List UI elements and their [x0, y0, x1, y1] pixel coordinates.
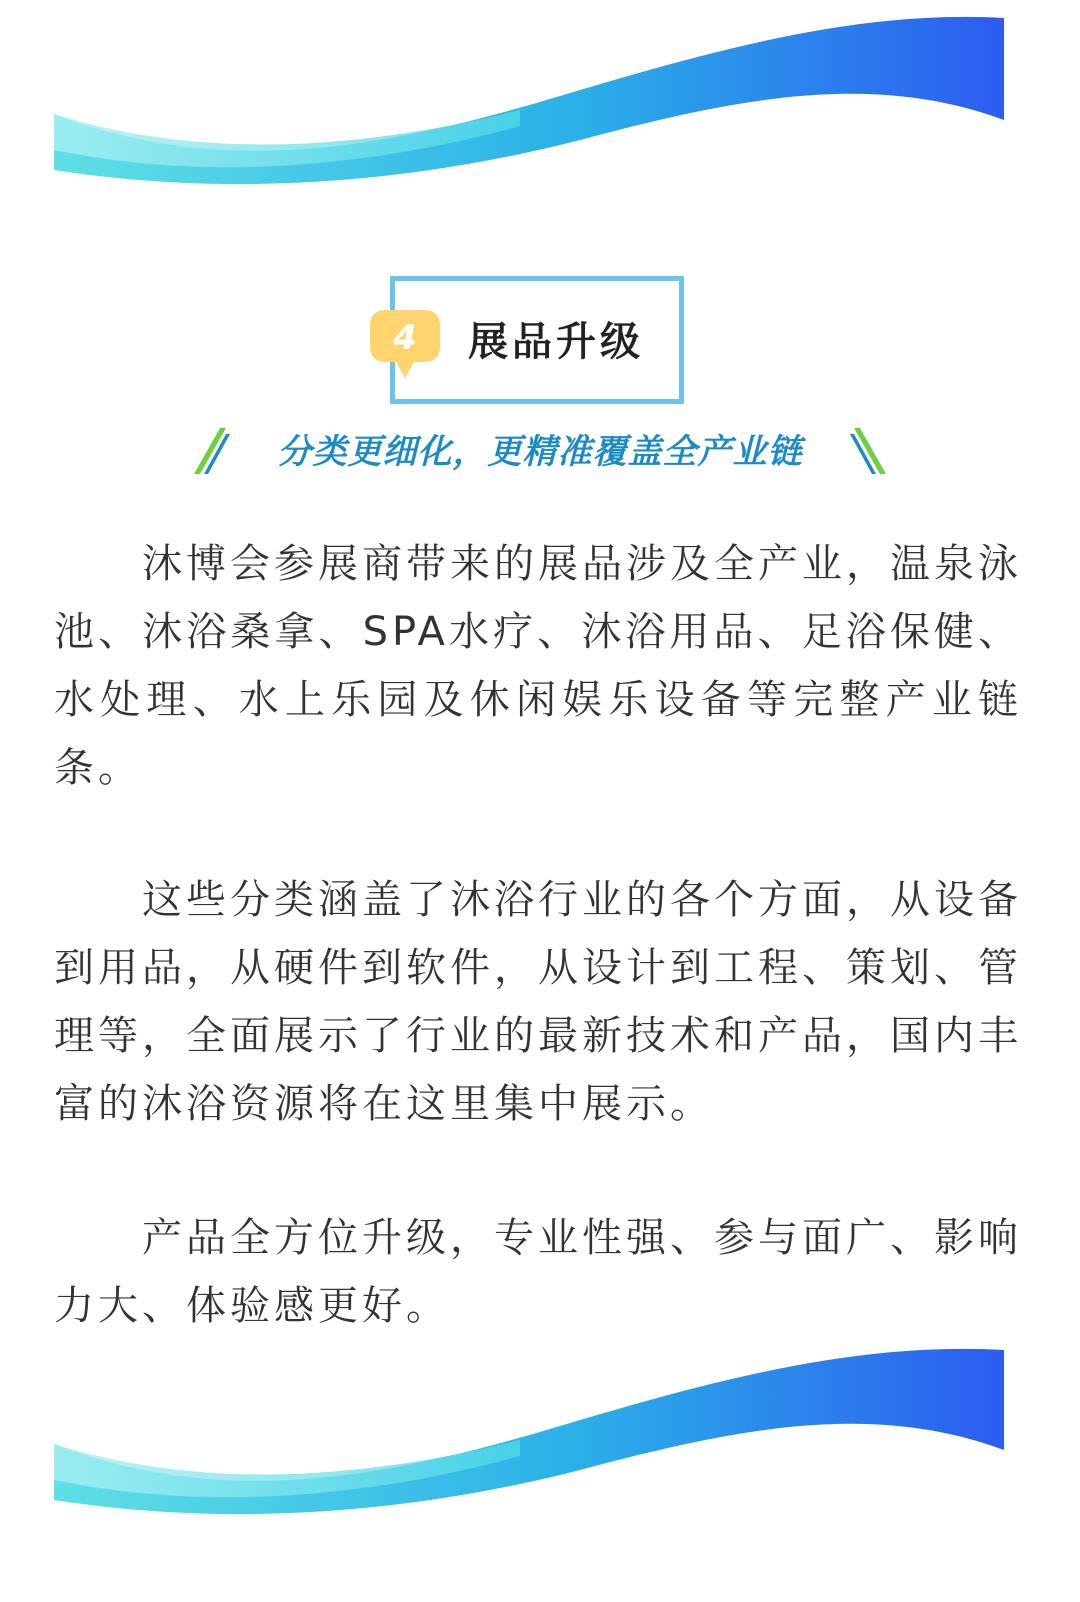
section-subtitle-banner [190, 424, 890, 480]
top-wave-decoration [0, 0, 1080, 190]
paragraph-upgrade: 产品全方位升级，专业性强、参与面广、影响力大、体验感更好。 [54, 1215, 1022, 1329]
section-number: 4 [393, 318, 417, 358]
bottom-wave-decoration [0, 1334, 1080, 1524]
paragraph-exhibit-range: 沐博会参展商带来的展品涉及全产业，温泉泳池、沐浴桑拿、SPA水疗、沐浴用品、足浴保健、水处理、水上乐园及休闲娱乐设备等完整产业链条。 [54, 541, 1022, 791]
right-slash-icon [850, 424, 890, 480]
section-title: 展品升级 [468, 319, 644, 365]
section-subtitle: 分类更细化，更精准覆盖全产业链 [277, 432, 803, 472]
paragraph-categories: 这些分类涵盖了沐浴行业的各个方面，从设备到用品，从硬件到软件，从设计到工程、策划、管理等，全面展示了行业的最新技术和产品，国内丰富的沐浴资源将在这里集中展示。 [54, 877, 1022, 1127]
